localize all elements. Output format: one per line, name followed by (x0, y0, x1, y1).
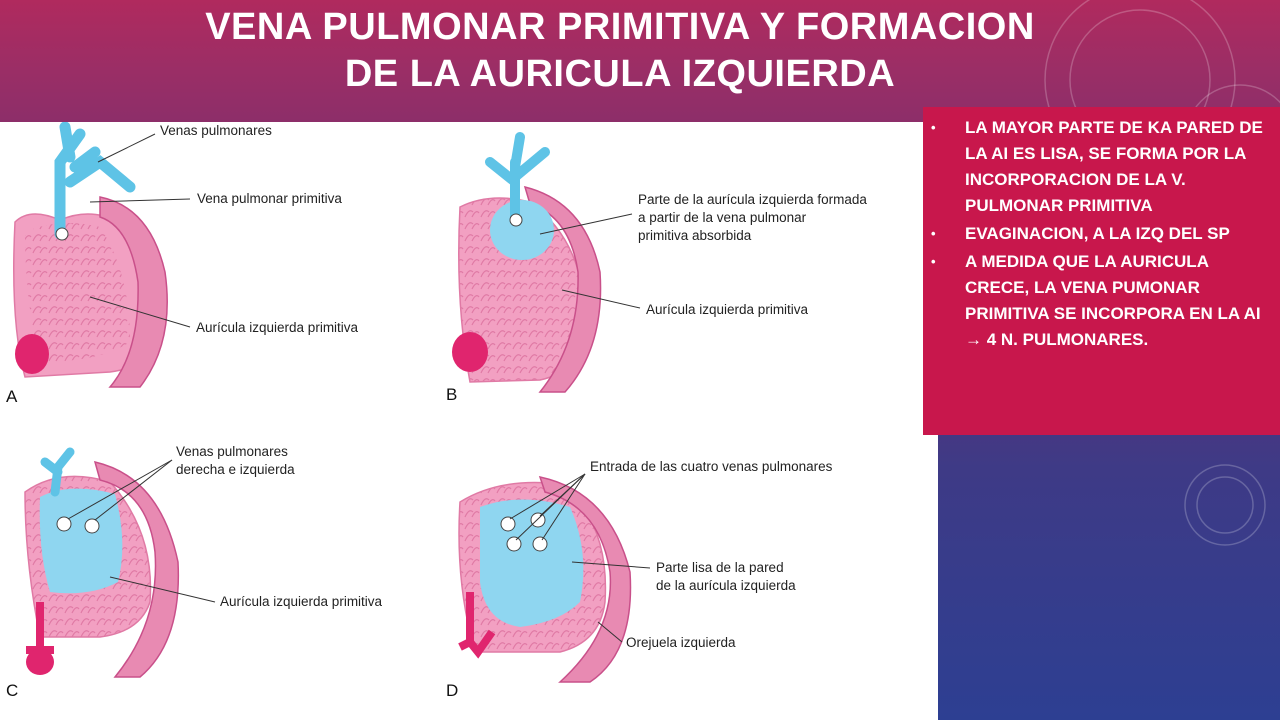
bullet-box (923, 107, 1280, 435)
panel-letter-d: D (446, 681, 459, 700)
label-parte-auricula-1: Parte de la aurícula izquierda formada (638, 192, 867, 207)
slide-title (0, 4, 1240, 98)
arrow-right-icon: → (965, 330, 982, 349)
bullet-dot-icon: • (931, 254, 936, 269)
label-auricula-primitiva-b: Aurícula izquierda primitiva (646, 302, 809, 317)
bullet-list (929, 115, 1266, 353)
bullet-text: LA MAYOR PARTE DE KA PARED DE LA AI ES LISA, SE FORMA POR LA INCORPORACION DE LA V. PULMONAR PRIMITIVA (965, 118, 1263, 215)
bullet-text: A MEDIDA QUE LA AURICULA CRECE, LA VENA PUMONAR PRIMITIVA SE INCORPORA EN LA AI (965, 252, 1261, 323)
panel-b (446, 137, 867, 404)
bullet-text-tail: 4 N. PULMONARES. (982, 330, 1149, 349)
panel-letter-a: A (6, 387, 18, 406)
bullet-item (929, 115, 1266, 219)
panel-letter-b: B (446, 385, 458, 404)
label-parte-lisa-2: de la aurícula izquierda (656, 578, 796, 593)
label-entrada-cuatro-venas: Entrada de las cuatro venas pulmonares (590, 459, 833, 474)
label-venas-pulmonares-a: Venas pulmonares (160, 123, 272, 138)
label-vena-pulmonar-primitiva: Vena pulmonar primitiva (197, 191, 342, 206)
title-line-2: DE LA AURICULA IZQUIERDA (344, 53, 896, 95)
label-auricula-primitiva-c: Aurícula izquierda primitiva (220, 594, 383, 609)
panel-d (446, 459, 833, 700)
panel-a (6, 123, 359, 406)
panel-c (6, 444, 383, 700)
label-parte-lisa-1: Parte lisa de la pared (656, 560, 784, 575)
bullet-item (929, 249, 1266, 353)
bullet-dot-icon: • (931, 226, 936, 241)
bullet-text: EVAGINACION, A LA IZQ DEL SP (965, 224, 1230, 243)
label-parte-auricula-3: primitiva absorbida (638, 228, 752, 243)
title-line-1: VENA PULMONAR PRIMITIVA Y FORMACION (205, 6, 1035, 48)
bullet-dot-icon: • (931, 120, 936, 135)
bullet-item (929, 221, 1266, 247)
label-auricula-primitiva-a: Aurícula izquierda primitiva (196, 320, 359, 335)
label-parte-auricula-2: a partir de la vena pulmonar (638, 210, 807, 225)
label-venas-derecha-izq-1: Venas pulmonares (176, 444, 288, 459)
label-venas-derecha-izq-2: derecha e izquierda (176, 462, 295, 477)
panel-letter-c: C (6, 681, 19, 700)
label-orejuela-izquierda: Orejuela izquierda (626, 635, 736, 650)
embryology-figure (0, 122, 938, 720)
